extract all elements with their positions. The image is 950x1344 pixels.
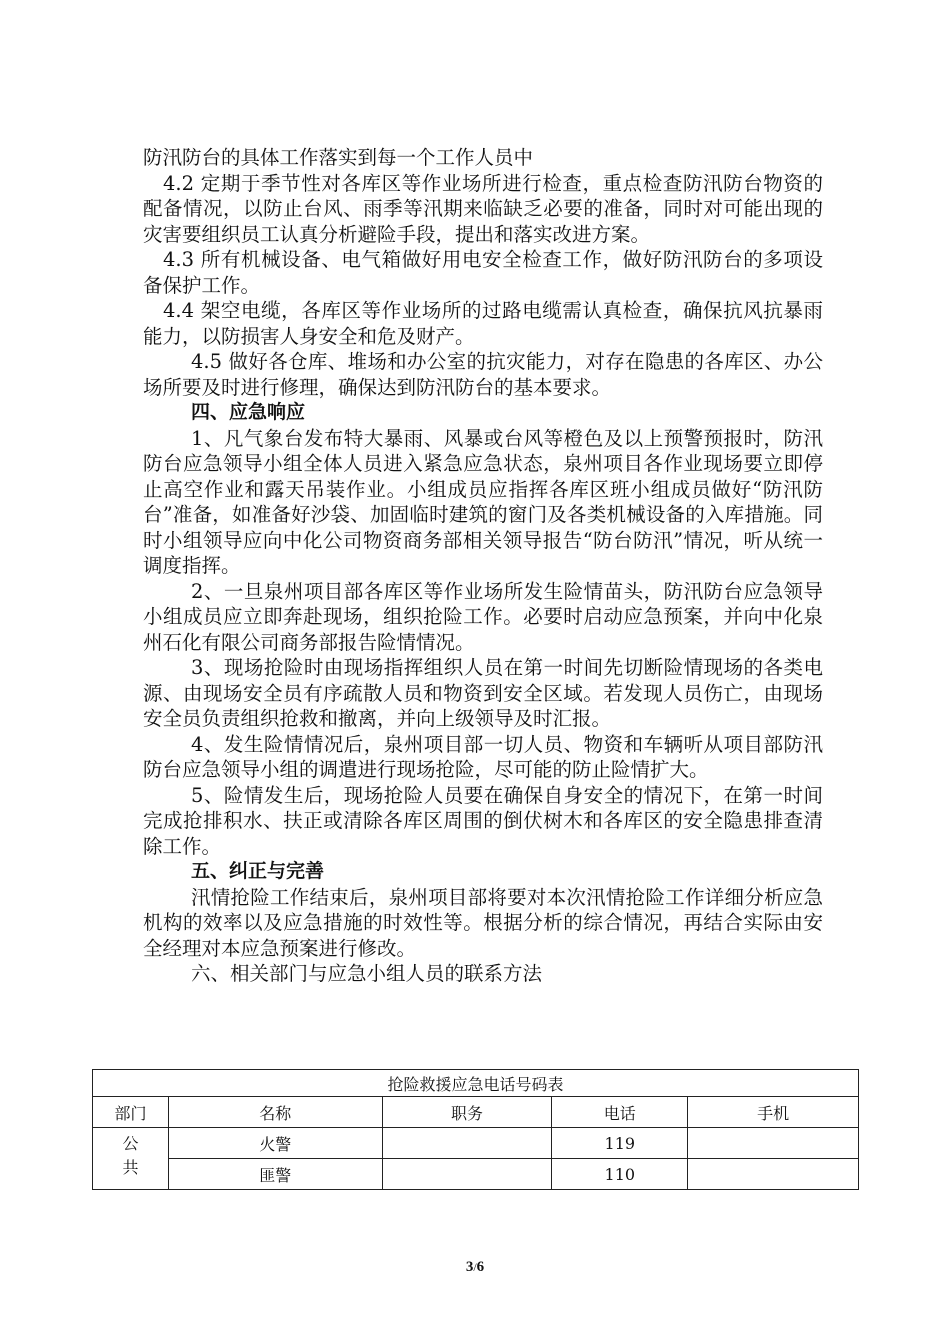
paragraph-correction: 汛情抢险工作结束后，泉州项目部将要对本次汛情抢险工作详细分析应急机构的效率以及应急措施的时效性等。根据分析的综合情况，再结合实际由安全经理对本应急预案进行修改。	[143, 885, 823, 960]
section-heading-contacts: 六、相关部门与应急小组人员的联系方法	[191, 962, 543, 985]
cell-phone: 119	[552, 1128, 688, 1159]
header-department: 部门	[93, 1097, 169, 1128]
section-heading-correction: 五、纠正与完善	[191, 860, 325, 882]
cell-mobile	[688, 1128, 859, 1159]
emergency-phone-table	[92, 1069, 859, 1190]
paragraph-response-1: 1、凡气象台发布特大暴雨、风暴或台风等橙色及以上预警预报时，防汛防台应急领导小组全体人员进入紧急应急状态，泉州项目各作业现场要立即停止高空作业和露天吊装作业。小组成员应指挥各库区班小组成员做好“防汛防台”准备，如准备好沙袋、加固临时建筑的窗门及各类机械设备的入库措施。同时小组领导应向中化公司物资商务部相关领导报告“防台防汛”情况，听从统一调度指挥。	[143, 426, 823, 577]
paragraph-response-4: 4、发生险情情况后，泉州项目部一切人员、物资和车辆听从项目部防汛防台应急领导小组的调遣进行现场抢险，尽可能的防止险情扩大。	[143, 732, 823, 781]
cell-name: 匪警	[168, 1159, 382, 1190]
paragraph-4-5: 4.5 做好各仓库、堆场和办公室的抗灾能力，对存在隐患的各库区、办公场所要及时进行修理，确保达到防汛防台的基本要求。	[143, 350, 823, 399]
header-mobile: 手机	[688, 1097, 859, 1128]
table-row	[93, 1128, 859, 1159]
paragraph-response-2: 2、一旦泉州项目部各库区等作业场所发生险情苗头，防汛防台应急领导小组成员应立即奔赴现场，组织抢险工作。必要时启动应急预案，并向中化泉州石化有限公司商务部报告险情情况。	[143, 579, 823, 654]
cell-name: 火警	[168, 1128, 382, 1159]
table-row	[93, 1159, 859, 1190]
paragraph-4-4: 4.4 架空电缆，各库区等作业场所的过路电缆需认真检查，确保抗风抗暴雨能力，以防损害人身安全和危及财产。	[143, 299, 823, 348]
paragraph-continuation: 防汛防台的具体工作落实到每一个工作人员中	[143, 146, 534, 169]
header-title: 职务	[382, 1097, 552, 1128]
paragraph-response-5: 5、险情发生后，现场抢险人员要在确保自身安全的情况下，在第一时间完成抢排积水、扶正或清除各库区周围的倒伏树木和各库区的安全隐患排查清除工作。	[143, 783, 823, 858]
page-separator: /	[473, 1260, 477, 1274]
section-heading-emergency-response: 四、应急响应	[191, 401, 306, 423]
department-char-1: 公	[122, 1134, 139, 1153]
header-phone: 电话	[552, 1097, 688, 1128]
page-total: 6	[476, 1259, 485, 1275]
header-name: 名称	[168, 1097, 382, 1128]
table-caption: 抢险救援应急电话号码表	[93, 1070, 859, 1097]
paragraph-response-3: 3、现场抢险时由现场指挥组织人员在第一时间先切断险情现场的各类电源、由现场安全员有序疏散人员和物资到安全区域。若发现人员伤亡，由现场安全员负责组织抢救和撤离，并向上级领导及时汇报。	[143, 656, 823, 730]
page-current: 3	[465, 1259, 474, 1275]
paragraph-4-2: 4.2 定期于季节性对各库区等作业场所进行检查，重点检查防汛防台物资的配备情况，以防止台风、雨季等汛期来临缺乏必要的准备，同时对可能出现的灾害要组织员工认真分析避险手段，提出和落实改进方案。	[143, 171, 823, 246]
table-header-row	[93, 1097, 859, 1128]
department-char-2: 共	[122, 1158, 139, 1177]
paragraph-4-3: 4.3 所有机械设备、电气箱做好用电安全检查工作，做好防汛防台的多项设备保护工作。	[143, 248, 823, 297]
page-number	[0, 1259, 950, 1276]
cell-title	[382, 1159, 552, 1190]
cell-title	[382, 1128, 552, 1159]
cell-phone: 110	[552, 1159, 688, 1190]
table-caption-row	[93, 1070, 859, 1097]
cell-mobile	[688, 1159, 859, 1190]
document-body	[143, 145, 823, 987]
department-cell	[93, 1128, 169, 1190]
